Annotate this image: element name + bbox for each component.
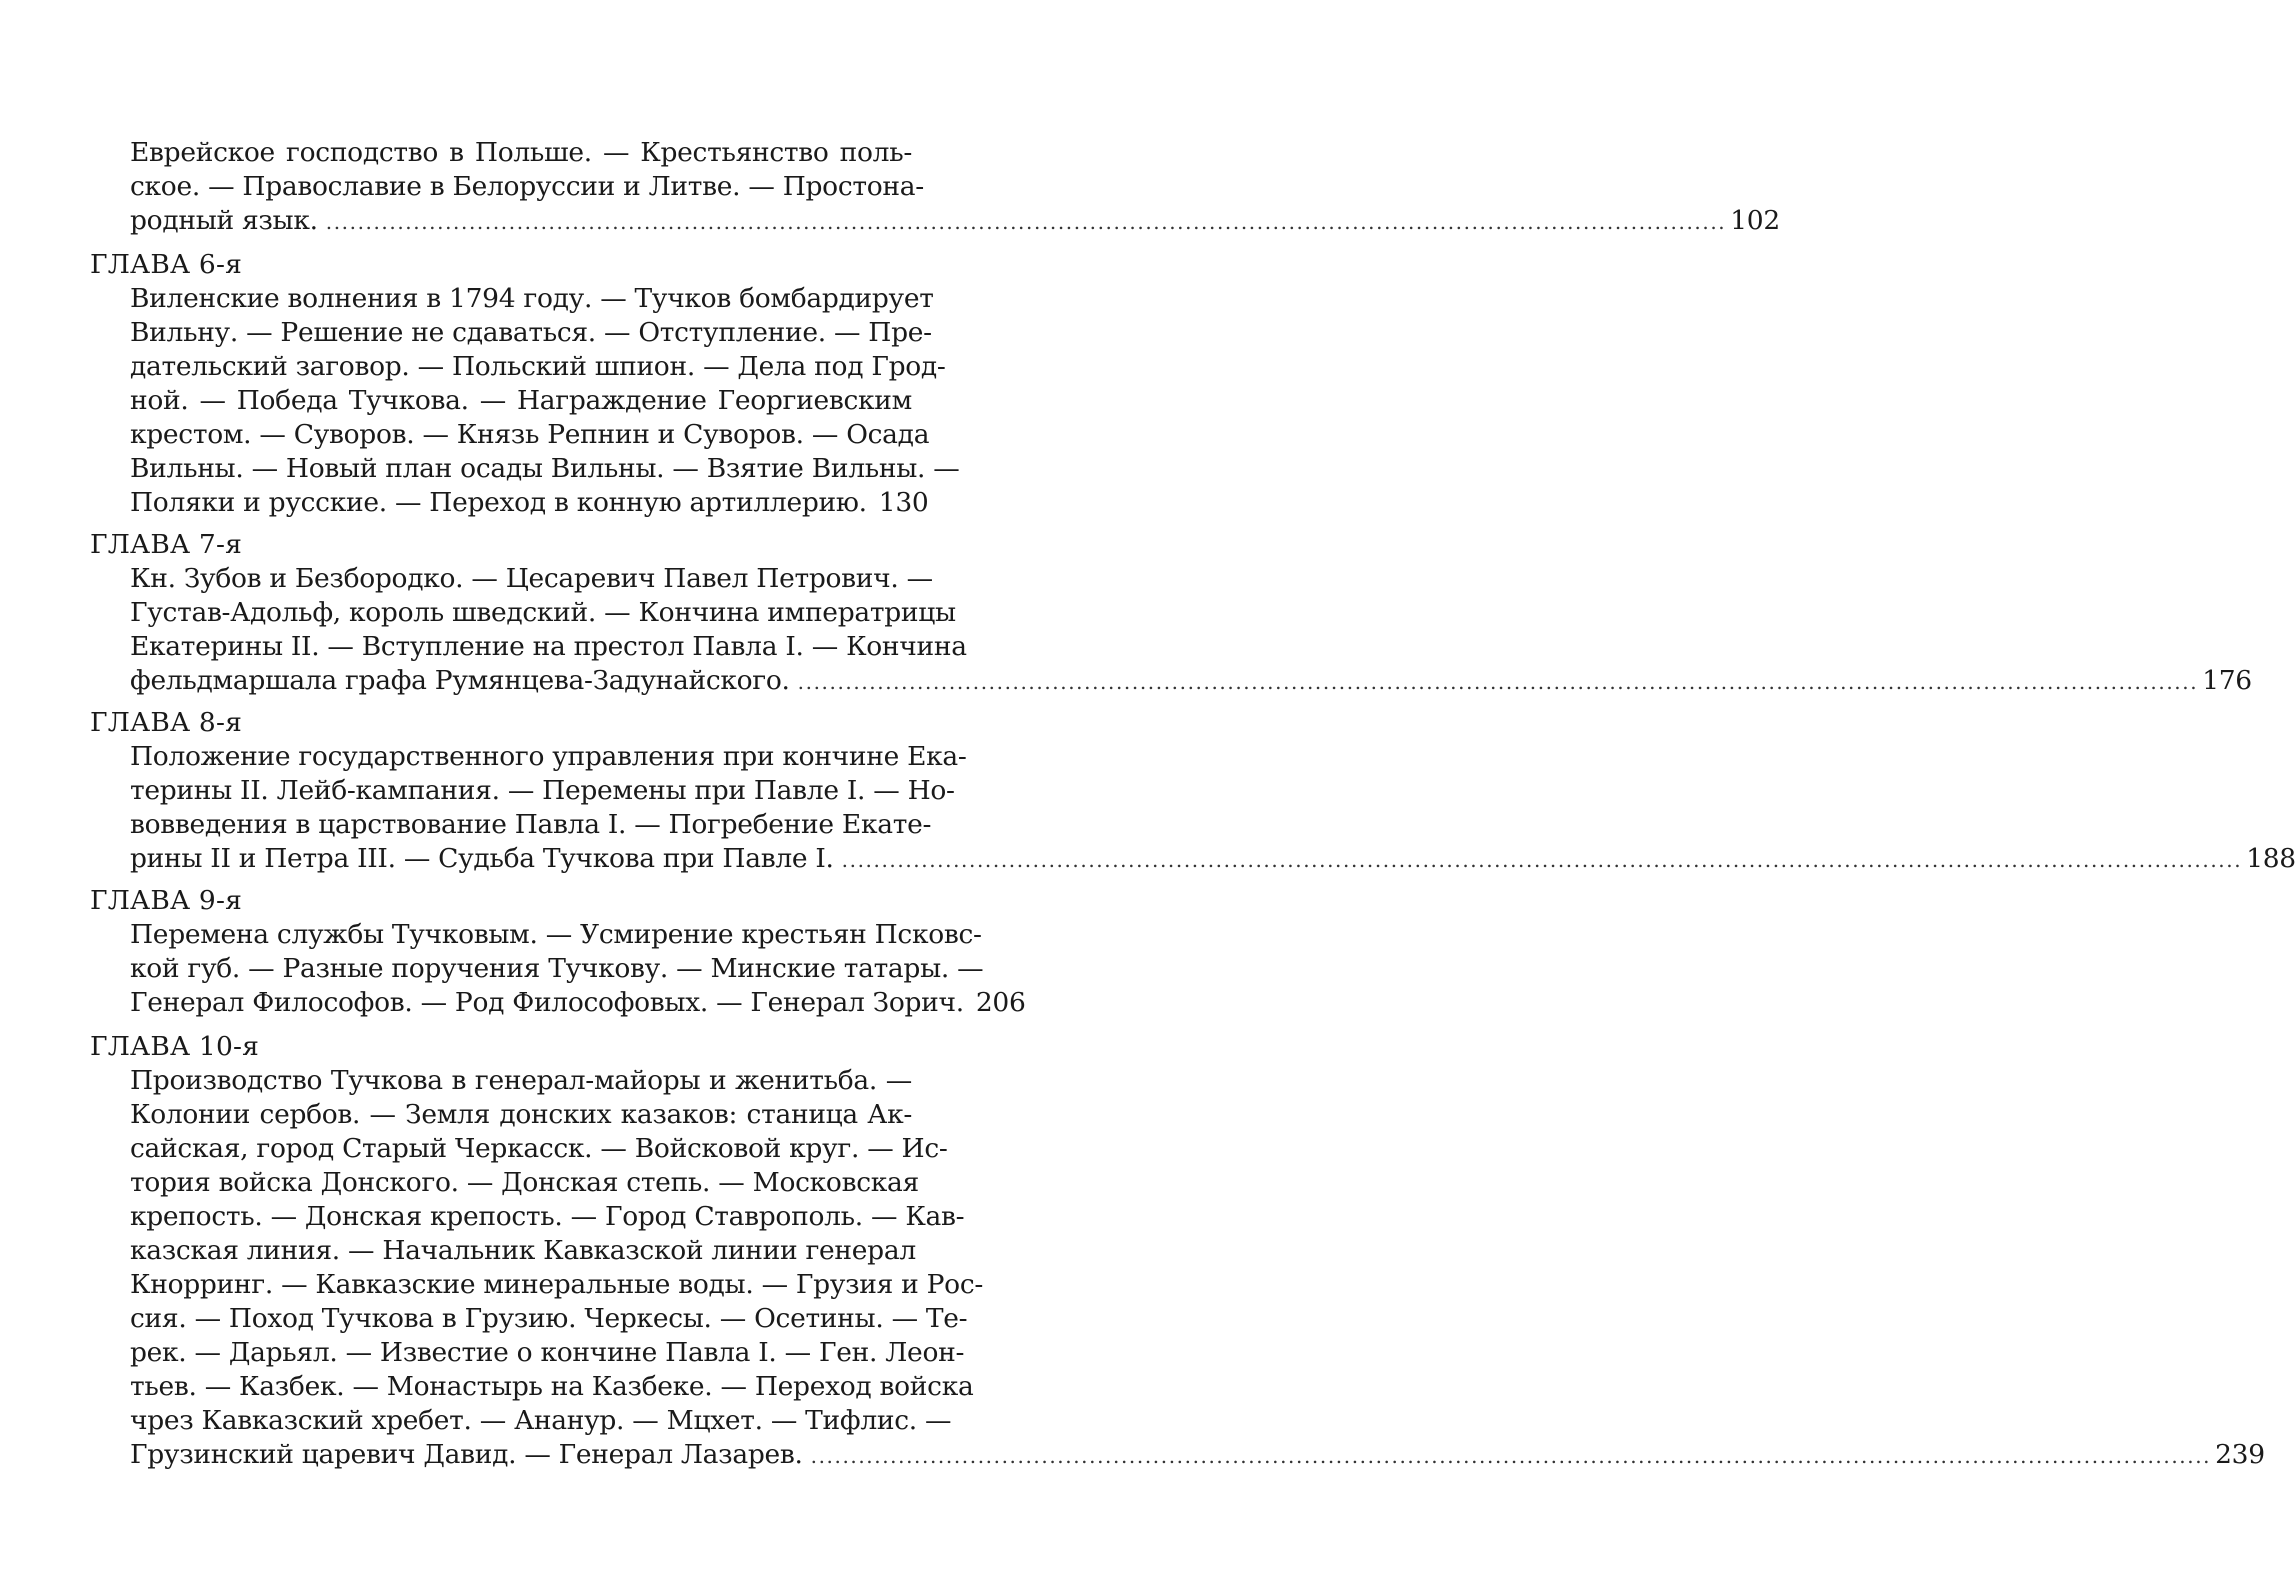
toc-text-line: сайская, город Старый Черкасск. — Войсковой круг. — Ис- [130, 1133, 948, 1164]
toc-text-line: тьев. — Казбек. — Монастырь на Казбеке. — Переход войска [130, 1371, 974, 1402]
toc-text-line: крепость. — Донская крепость. — Город Ставрополь. — Кав- [130, 1201, 965, 1232]
page-number: 206 [975, 987, 1026, 1018]
chapter-heading: ГЛАВА 6-я [90, 249, 243, 280]
toc-entry-last-line [130, 1438, 2265, 1472]
toc-entry-last-line [130, 486, 929, 520]
page-number: 130 [878, 487, 929, 518]
toc-text-line: Виленские волнения в 1794 году. — Тучков бомбардирует [130, 283, 934, 314]
toc-text-line: казская линия. — Начальник Кавказской линии генерал [130, 1235, 916, 1266]
toc-text-line: Вильну. — Решение не сдаваться. — Отступление. — Пре- [130, 317, 932, 348]
toc-entry-text: рины II и Петра III. — Судьба Тучкова при Павле I. [130, 843, 834, 874]
chapter-heading: ГЛАВА 10-я [90, 1031, 260, 1062]
toc-text-line: Кн. Зубов и Безбородко. — Цесаревич Павел Петрович. — [130, 563, 933, 594]
toc-text-line: тория войска Донского. — Донская степь. — Московская [130, 1167, 919, 1198]
toc-text-line: Еврейское господство в Польше. — Крестьянство поль- [130, 137, 912, 168]
toc-text-line: Перемена службы Тучковым. — Усмирение крестьян Псковс- [130, 919, 982, 950]
toc-text-line: Производство Тучкова в генерал-майоры и женитьба. — [130, 1065, 912, 1096]
toc-text-line: дательский заговор. — Польский шпион. — Дела под Грод- [130, 351, 946, 382]
toc-text-line: чрез Кавказский хребет. — Ананур. — Мцхет. — Тифлис. — [130, 1405, 952, 1436]
toc-text-line: ной. — Победа Тучкова. — Награждение Георгиевским [130, 385, 912, 416]
toc-text-line: крестом. — Суворов. — Князь Репнин и Суворов. — Осада [130, 419, 930, 450]
leader-dots [798, 665, 2199, 699]
toc-text-line: Кнорринг. — Кавказские минеральные воды. — Грузия и Рос- [130, 1269, 984, 1300]
toc-text-line: ское. — Православие в Белоруссии и Литве. — Простона- [130, 171, 924, 202]
toc-text-line: сия. — Поход Тучкова в Грузию. Черкесы. — Осетины. — Те- [130, 1303, 968, 1334]
toc-text-line: Густав-Адольф, король шведский. — Кончина императрицы [130, 597, 956, 628]
toc-text-line: Колонии сербов. — Земля донских казаков: станица Ак- [130, 1099, 912, 1130]
page-number: 176 [2202, 665, 2252, 696]
toc-text-line: терины II. Лейб-кампания. — Перемены при Павле I. — Но- [130, 775, 955, 806]
chapter-heading: ГЛАВА 7-я [90, 529, 243, 560]
toc-entry-text: Поляки и русские. — Переход в конную артиллерию. [130, 487, 867, 518]
toc-text-line: Вильны. — Новый план осады Вильны. — Взятие Вильны. — [130, 453, 960, 484]
toc-entry-text: фельдмаршала графа Румянцева-Задунайского. [130, 665, 790, 696]
toc-entry-text: родный язык. [130, 205, 318, 236]
toc-entry-text: Генерал Философов. — Род Философовых. — Генерал Зорич. [130, 987, 964, 1018]
chapter-heading: ГЛАВА 8-я [90, 707, 243, 738]
chapter-heading: ГЛАВА 9-я [90, 885, 243, 916]
toc-entry-last-line [130, 664, 2252, 698]
page-number: 239 [2215, 1439, 2265, 1470]
toc-entry-text: Грузинский царевич Давид. — Генерал Лазарев. [130, 1439, 803, 1470]
toc-entry-last-line [130, 204, 1780, 238]
toc-entry-last-line [130, 986, 1026, 1020]
leader-dots [326, 205, 1727, 239]
leader-dots [842, 843, 2243, 877]
toc-text-line: рек. — Дарьял. — Известие о кончине Павла I. — Ген. Леон- [130, 1337, 965, 1368]
toc-text-line: Екатерины II. — Вступление на престол Павла I. — Кончина [130, 631, 967, 662]
toc-text-line: Положение государственного управления при кончине Ека- [130, 741, 967, 772]
toc-entry-last-line [130, 842, 2296, 876]
toc-text-line: кой губ. — Разные поручения Тучкову. — Минские татары. — [130, 953, 984, 984]
leader-dots [811, 1439, 2212, 1473]
page-number: 102 [1730, 205, 1780, 236]
page-number: 188 [2246, 843, 2296, 874]
toc-text-line: вовведения в царствование Павла I. — Погребение Екате- [130, 809, 932, 840]
